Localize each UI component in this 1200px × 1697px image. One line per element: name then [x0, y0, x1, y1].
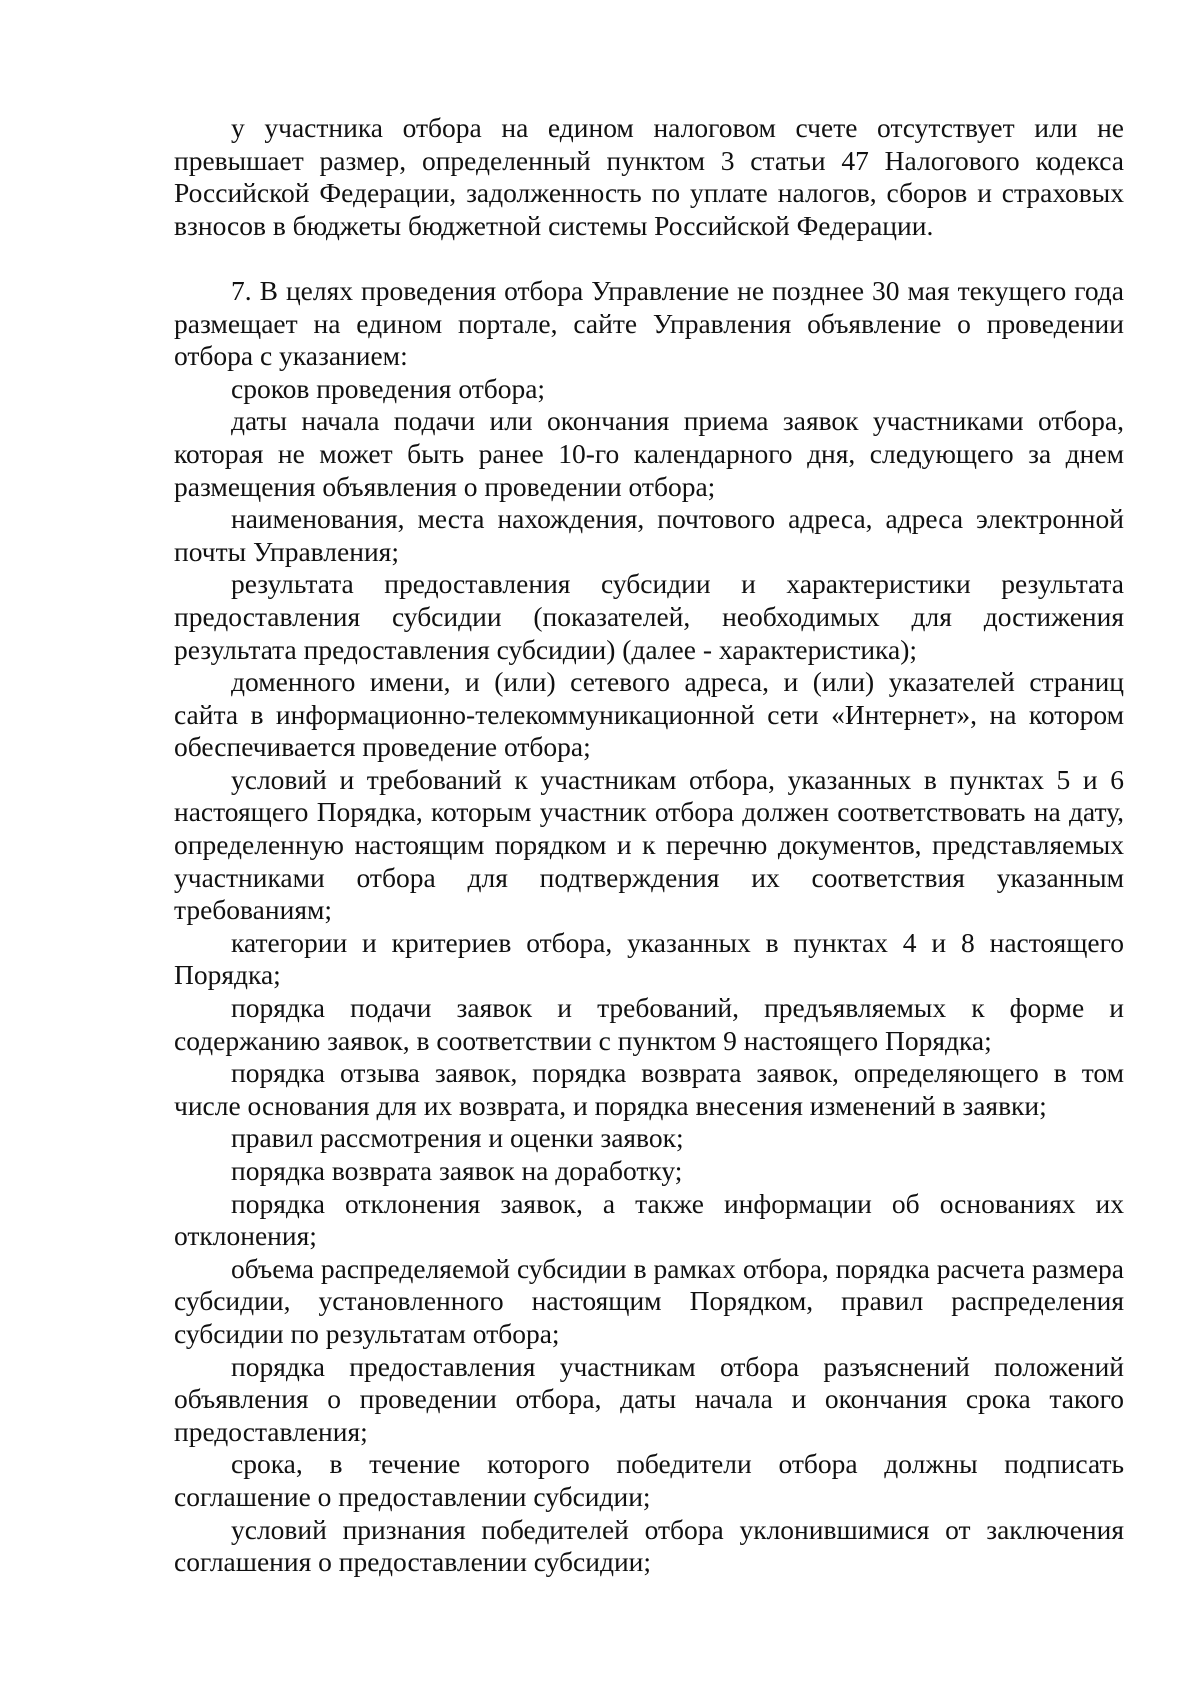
list-item-domain-name: доменного имени, и (или) сетевого адреса, и (или) указателей страниц сайта в информационно-телекоммуникационной сети «Интернет», на котором обеспечивается проведение отбора; — [174, 666, 1124, 763]
list-item-contacts: наименования, места нахождения, почтового адреса, адреса электронной почты Управления; — [174, 503, 1124, 567]
document-body — [174, 112, 1124, 1579]
list-item-subsidy-result: результата предоставления субсидии и характеристики результата предоставления субсидии (показателей, необходимых для достижения результата предоставления субсидии) (далее - характеристика); — [174, 568, 1124, 665]
paragraph-spacer — [174, 242, 1124, 275]
list-item-application-procedure: порядка подачи заявок и требований, предъявляемых к форме и содержанию заявок, в соответствии с пунктом 9 настоящего Порядка; — [174, 992, 1124, 1056]
list-item-participant-requirements: условий и требований к участникам отбора, указанных в пунктах 5 и 6 настоящего Порядка, которым участник отбора должен соответствовать на дату, определенную настоящим порядком и к перечню документов, представляемых участниками отбора для подтверждения их соответствия указанным требованиям; — [174, 763, 1124, 926]
list-item-evaluation-rules: правил рассмотрения и оценки заявок; — [231, 1122, 684, 1154]
list-item-deadlines: сроков проведения отбора; — [231, 372, 546, 404]
list-item-clarifications: порядка предоставления участникам отбора разъяснений положений объявления о проведении отбора, даты начала и окончания срока такого предоставления; — [174, 1350, 1124, 1447]
list-item-rejection-procedure: порядка отклонения заявок, а также информации об основаниях их отклонения; — [174, 1187, 1124, 1252]
list-item-selection-criteria: категории и критериев отбора, указанных в пунктах 4 и 8 настоящего Порядка; — [174, 926, 1124, 991]
list-item-return-for-revision: порядка возврата заявок на доработку; — [231, 1155, 683, 1186]
list-item-application-dates: даты начала подачи или окончания приема заявок участниками отбора, которая не может быть ранее 10-го календарного дня, следующего за днем размещения объявления о проведении отбора; — [174, 405, 1124, 502]
list-item-withdrawal-procedure: порядка отзыва заявок, порядка возврата заявок, определяющего в том числе основания для их возврата, и порядка внесения изменений в заявки; — [174, 1057, 1124, 1121]
list-item-evasion-conditions: условий признания победителей отбора уклонившимися от заключения соглашения о предоставлении субсидии; — [174, 1513, 1124, 1578]
list-item-subsidy-volume: объема распределяемой субсидии в рамках отбора, порядка расчета размера субсидии, установленного настоящим Порядком, правил распределения субсидии по результатам отбора; — [174, 1252, 1124, 1349]
list-item-signing-deadline: срока, в течение которого победители отбора должны подписать соглашение о предоставлении субсидии; — [174, 1448, 1124, 1512]
paragraph-tax-debt: у участника отбора на едином налоговом счете отсутствует или не превышает размер, определенный пунктом 3 статьи 47 Налогового кодекса Российской Федерации, задолженность по уплате налогов, сборов и страховых взносов в бюджеты бюджетной системы Российской Федерации. — [174, 112, 1124, 241]
paragraph-section-7: 7. В целях проведения отбора Управление не позднее 30 мая текущего года размещает на едином портале, сайте Управления объявление о проведении отбора с указанием: — [174, 274, 1124, 372]
